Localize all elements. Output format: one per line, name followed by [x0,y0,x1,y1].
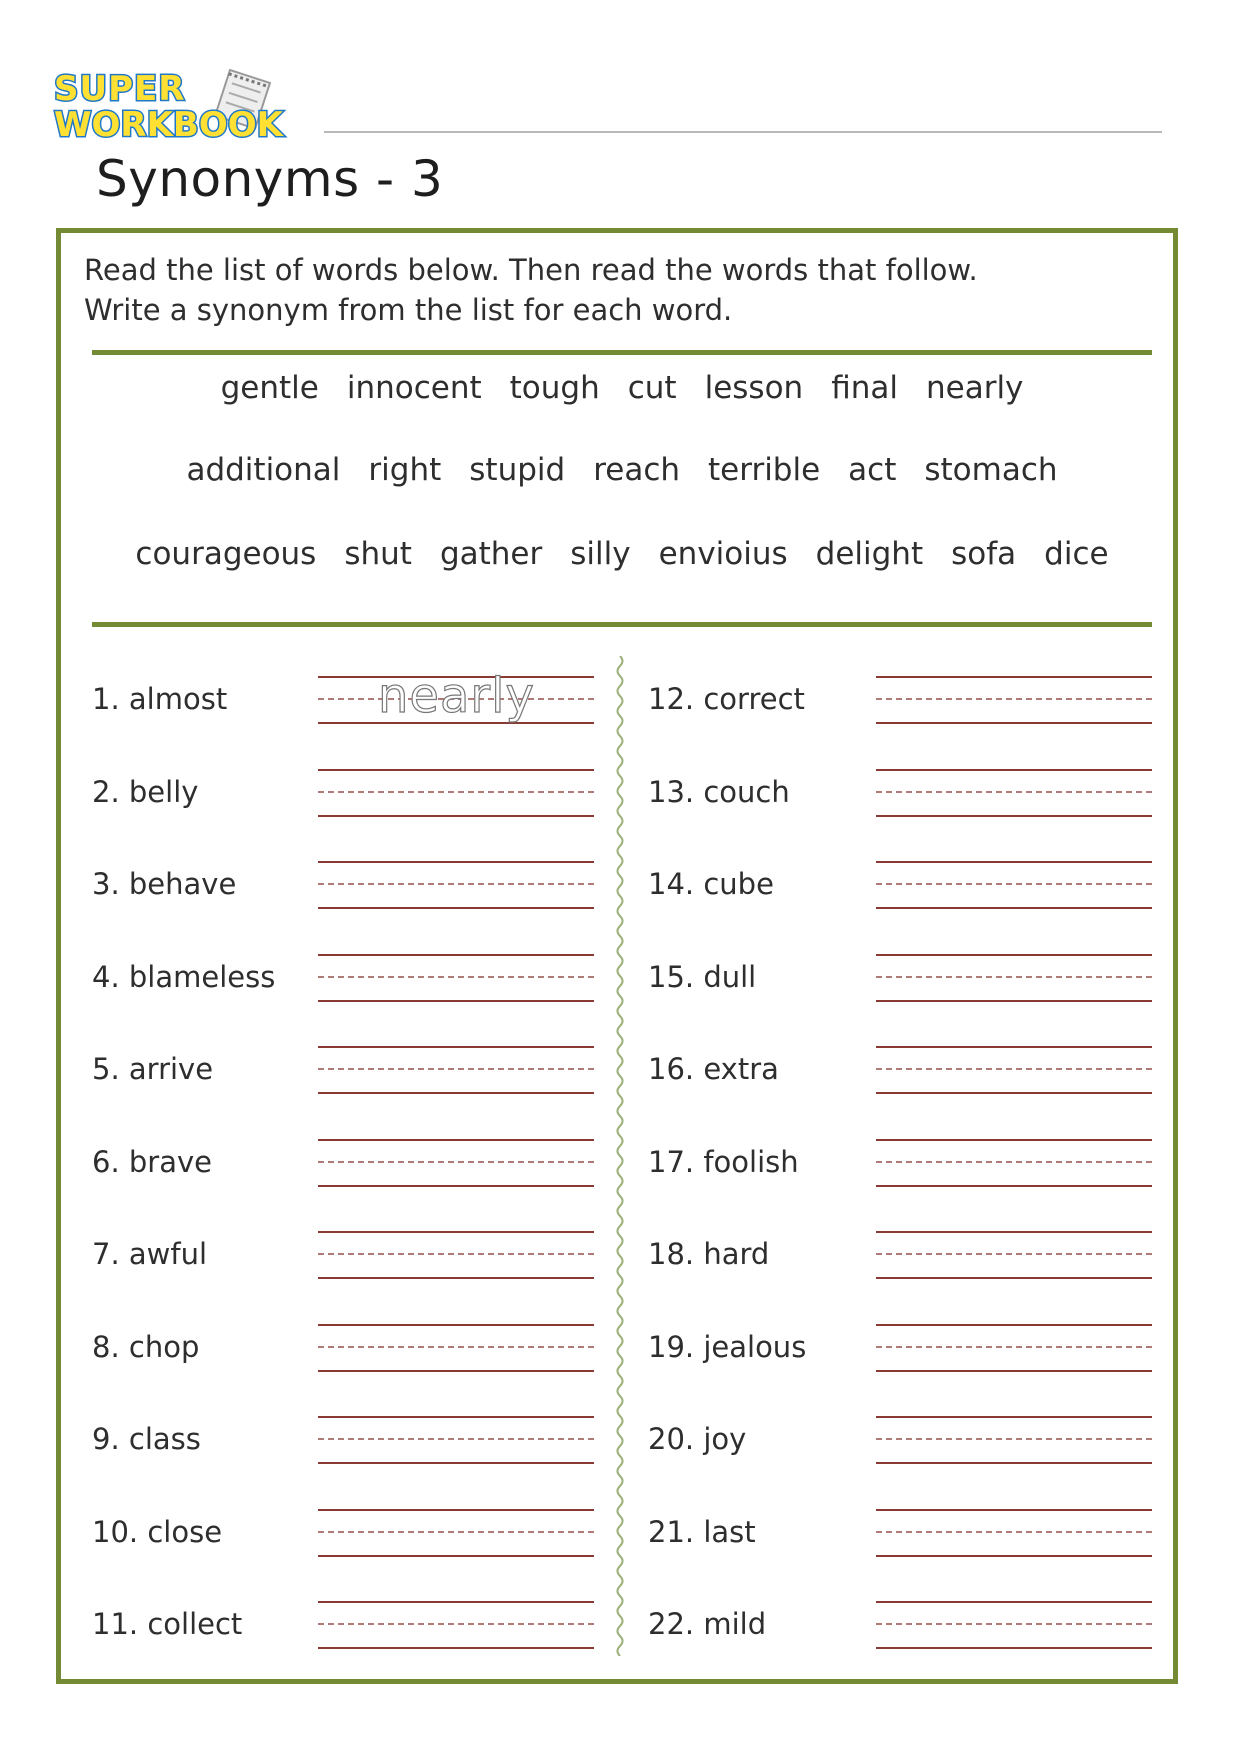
writing-guide-line [876,676,1152,678]
writing-guide-line [318,815,594,817]
word-bank-word: innocent [346,370,482,406]
word-bank-row [92,452,1152,488]
writing-guide-line [876,1647,1152,1649]
writing-guide-line [318,1000,594,1002]
answer-writing-lines[interactable] [876,861,1152,909]
writing-guide-line [318,1139,594,1141]
word-bank-word: additional [186,452,341,488]
writing-guide-line [318,1231,594,1233]
writing-guide-line [876,1277,1152,1279]
logo-line-1: SUPER [54,69,186,109]
writing-guide-line [318,1647,594,1649]
super-workbook-logo [52,66,312,146]
writing-guide-line [318,1161,594,1163]
writing-guide-line [876,1185,1152,1187]
answer-writing-lines[interactable] [876,954,1152,1002]
writing-guide-line [318,1438,594,1440]
exercise-word: 3. behave [92,867,237,901]
logo-line-2: WORKBOOK [54,105,284,145]
word-bank-word: gentle [220,370,319,406]
writing-guide-line [318,1185,594,1187]
writing-guide-line [876,1531,1152,1533]
writing-guide-line [318,1555,594,1557]
word-bank-bottom-rule [92,622,1152,627]
answer-writing-lines[interactable] [876,1324,1152,1372]
word-bank-word: silly [570,536,631,572]
writing-guide-line [876,907,1152,909]
exercise-word: 14. cube [648,867,774,901]
answer-writing-lines[interactable] [318,954,594,1002]
answer-writing-lines[interactable] [318,668,594,724]
page-title: Synonyms - 3 [96,150,444,208]
writing-guide-line [876,1092,1152,1094]
answer-writing-lines[interactable] [876,676,1152,724]
word-bank-word: reach [593,452,681,488]
writing-guide-line [876,1509,1152,1511]
word-bank-word: terrible [708,452,821,488]
writing-guide-line [876,1462,1152,1464]
exercise-word: 4. blameless [92,959,276,994]
word-bank-word: delight [815,536,924,572]
exercise-word: 8. chop [92,1329,200,1364]
writing-guide-line [876,1601,1152,1603]
writing-guide-line [876,976,1152,978]
writing-guide-line [876,1346,1152,1348]
writing-guide-line [876,1000,1152,1002]
writing-guide-line [876,1623,1152,1625]
writing-guide-line [876,698,1152,700]
writing-guide-line [876,883,1152,885]
writing-guide-line [876,1139,1152,1141]
writing-guide-line [876,1416,1152,1418]
word-bank-word: right [368,452,442,488]
writing-guide-line [876,722,1152,724]
writing-guide-line [318,1531,594,1533]
exercise-word: 15. dull [648,959,757,994]
answer-writing-lines[interactable] [876,1509,1152,1557]
writing-guide-line [318,1509,594,1511]
header-rule [324,131,1162,133]
exercise-word: 11. collect [92,1607,243,1641]
writing-guide-line [876,1046,1152,1048]
column-divider [613,656,627,1656]
instructions [84,250,1144,330]
word-bank-word: lesson [704,370,804,406]
answer-writing-lines[interactable] [318,769,594,817]
instruction-line-1: Read the list of words below. Then read the words that follow. [84,253,978,287]
answer-writing-lines[interactable] [318,1509,594,1557]
answer-writing-lines[interactable] [876,1046,1152,1094]
answer-writing-lines[interactable] [318,1231,594,1279]
answer-writing-lines[interactable] [876,769,1152,817]
writing-guide-line [318,907,594,909]
example-answer-trace: nearly [378,668,535,724]
writing-guide-line [318,1416,594,1418]
writing-guide-line [318,861,594,863]
writing-guide-line [876,1555,1152,1557]
word-bank-word: stupid [469,452,566,488]
exercise-word: 18. hard [648,1237,770,1271]
writing-guide-line [318,1046,594,1048]
word-bank-word: gather [439,536,543,572]
exercise-word: 5. arrive [92,1052,214,1086]
exercise-word: 19. jealous [648,1329,807,1364]
answer-writing-lines[interactable] [318,1416,594,1464]
answer-writing-lines[interactable] [318,1139,594,1187]
writing-guide-line [318,1623,594,1625]
exercise-word: 22. mild [648,1607,767,1641]
exercise-word: 16. extra [648,1052,779,1086]
exercise-word: 1. almost [92,682,228,716]
word-bank-word: nearly [925,370,1024,406]
answer-writing-lines[interactable] [318,1046,594,1094]
writing-guide-line [318,976,594,978]
writing-guide-line [318,1370,594,1372]
writing-guide-line [876,1161,1152,1163]
answer-writing-lines[interactable] [318,1601,594,1649]
writing-guide-line [876,1438,1152,1440]
answer-writing-lines[interactable] [876,1231,1152,1279]
answer-writing-lines[interactable] [318,1324,594,1372]
answer-writing-lines[interactable] [876,1139,1152,1187]
writing-guide-line [876,954,1152,956]
word-bank-word: tough [509,370,600,406]
answer-writing-lines[interactable] [318,861,594,909]
word-bank-row [92,370,1152,406]
writing-guide-line [876,1231,1152,1233]
writing-guide-line [876,1370,1152,1372]
writing-guide-line [318,1324,594,1326]
writing-guide-line [318,1092,594,1094]
writing-guide-line [318,954,594,956]
exercise-word: 17. foolish [648,1144,799,1179]
instruction-line-2: Write a synonym from the list for each word. [84,293,733,327]
writing-guide-line [318,883,594,885]
word-bank-word: courageous [135,536,317,572]
exercise-word: 20. joy [648,1422,747,1456]
writing-guide-line [318,1346,594,1348]
exercise-word: 7. awful [92,1237,208,1271]
exercise-word: 2. belly [92,774,199,809]
writing-guide-line [876,1068,1152,1070]
word-bank-word: act [848,452,897,488]
writing-guide-line [876,769,1152,771]
exercise-word: 9. class [92,1422,201,1456]
writing-guide-line [876,1324,1152,1326]
word-bank-word: dice [1044,536,1109,572]
answer-writing-lines[interactable] [876,1416,1152,1464]
word-bank-word: cut [627,370,677,406]
exercise-word: 12. correct [648,682,805,716]
writing-guide-line [876,1253,1152,1255]
exercise-word: 21. last [648,1514,756,1549]
writing-guide-line [318,1462,594,1464]
exercise-word: 6. brave [92,1144,212,1179]
word-bank-top-rule [92,350,1152,355]
writing-guide-line [876,815,1152,817]
word-bank-row [92,536,1152,572]
word-bank-word: shut [344,536,412,572]
answer-writing-lines[interactable] [876,1601,1152,1649]
writing-guide-line [876,791,1152,793]
writing-guide-line [318,1068,594,1070]
word-bank-word: stomach [924,452,1058,488]
writing-guide-line [318,769,594,771]
writing-guide-line [318,1601,594,1603]
writing-guide-line [876,861,1152,863]
word-bank-word: sofa [951,536,1017,572]
exercise-word: 13. couch [648,774,790,809]
writing-guide-line [318,1253,594,1255]
word-bank-word: final [831,370,898,406]
exercise-word: 10. close [92,1514,223,1549]
word-bank-word: envioius [658,536,788,572]
writing-guide-line [318,791,594,793]
writing-guide-line [318,1277,594,1279]
